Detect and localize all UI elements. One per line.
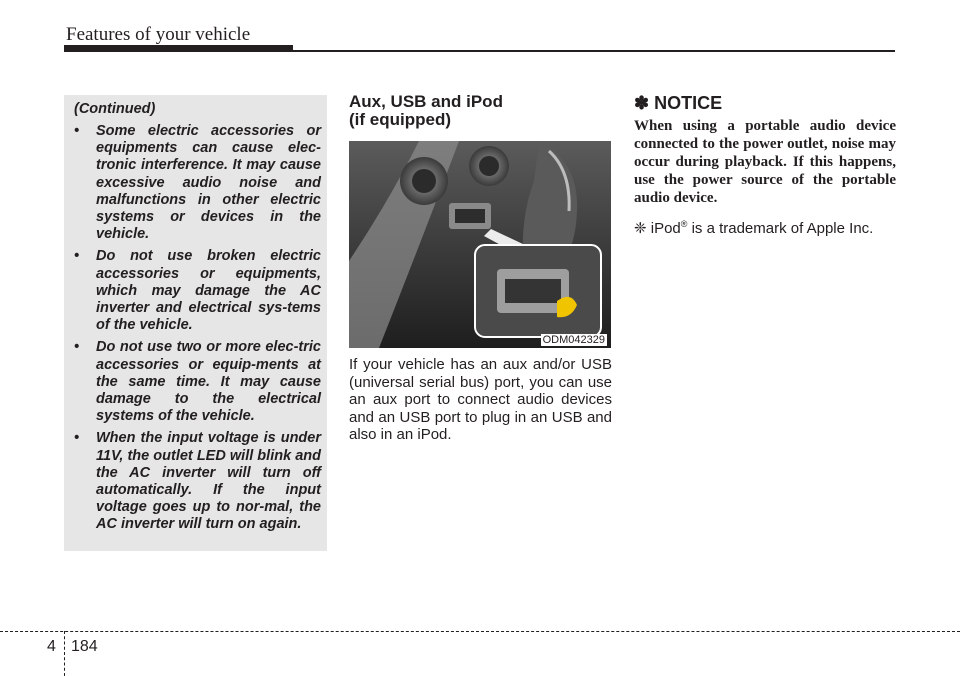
caution-item-text: Some electric accessories or equipments can cause elec-tronic interference. It may cause excessive audio noise and malfunctions in other electric systems or devices in the vehicle. xyxy=(96,123,321,243)
caution-item-text: Do not use broken electric accessories or equipments, which may damage the AC inverter and electrical sys-tems of the vehicle. xyxy=(96,248,321,334)
caution-item xyxy=(74,430,321,533)
caution-item-text: When the input voltage is under 11V, the outlet LED will blink and the AC inverter will turn off automatically. If the input voltage goes up to nor-mal, the AC inverter will turn on again. xyxy=(96,430,321,533)
page-header-title: Features of your vehicle xyxy=(66,24,251,45)
aux-usb-photo xyxy=(349,141,611,348)
registered-mark: ® xyxy=(680,219,688,229)
bullet: • xyxy=(74,339,80,356)
header-rule-thick xyxy=(64,45,293,52)
caution-item xyxy=(74,339,321,425)
footer-rule xyxy=(0,631,960,632)
bullet: • xyxy=(74,123,80,139)
notice-body: When using a portable audio device connected to the power outlet, noise may occur during playback. If this happens, use the power source of the portable audio device. xyxy=(634,118,896,206)
caution-item xyxy=(74,123,321,243)
bullet: • xyxy=(74,248,80,265)
bullet: • xyxy=(74,430,80,447)
caution-item-text: Do not use two or more elec-tric accessories or equip-ments at the same time. It may cause damage to the electrical systems of the vehicle. xyxy=(96,339,321,425)
caution-item xyxy=(74,248,321,334)
notice-heading: ✽ NOTICE xyxy=(634,93,723,113)
trademark-prefix: ❈ iPod xyxy=(634,220,681,237)
caution-box xyxy=(64,95,327,551)
header-rule-thin xyxy=(293,50,895,52)
chapter-number: 4 xyxy=(47,638,56,655)
image-code: ODM042329 xyxy=(542,334,605,346)
aux-usb-heading xyxy=(349,93,611,129)
trademark-suffix: is a trademark of Apple Inc. xyxy=(687,220,874,237)
aux-usb-heading-line2: (if equipped) xyxy=(349,110,451,129)
aux-usb-paragraph: If your vehicle has an aux and/or USB (universal serial bus) port, you can use an aux port to connect audio devices and an USB port to plug in an USB and also in an iPod. xyxy=(349,356,612,444)
footer-divider xyxy=(64,631,65,676)
caution-continued: (Continued) xyxy=(74,101,156,117)
console-illustration xyxy=(349,141,611,348)
aux-usb-heading-line1: Aux, USB and iPod xyxy=(349,92,503,111)
page-number: 184 xyxy=(71,638,98,655)
trademark-note xyxy=(634,219,873,237)
